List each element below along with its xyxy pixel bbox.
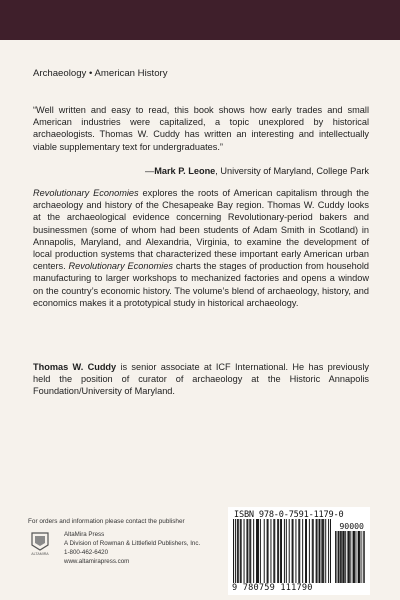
publisher-website: www.altamirapress.com — [64, 558, 130, 566]
barcode-bar — [257, 519, 258, 583]
author-bio-text: is senior associate at ICF International. He has previously held the position of curator of archaeology at the Historic Annapolis Foundation/University of Maryland. — [33, 362, 369, 397]
barcode-bar — [298, 519, 299, 583]
barcode-bar — [355, 531, 356, 583]
barcode-bar — [325, 519, 326, 583]
barcode-bar — [256, 519, 257, 583]
author-bio — [33, 361, 369, 398]
barcode-bar — [260, 519, 261, 583]
author-name: Thomas W. Cuddy — [33, 362, 117, 372]
description-part-2: charts the stages of production from household manufacturing to larger workshops to mechanized factories and opens a window on the country’s economic history. The volume’s blend of archaeology, history, and economics makes it a prototypical study in historical archaeology. — [33, 261, 370, 308]
attribution-dash: — — [145, 166, 155, 176]
barcode-bar — [293, 519, 294, 583]
barcode-bar — [238, 519, 239, 583]
barcode-bar — [270, 519, 271, 583]
barcode-bar — [253, 519, 254, 583]
barcode-bar — [292, 519, 293, 583]
endorsement-quote: “Well written and easy to read, this book shows how early trades and small American industries were capitalized, a topic unexplored by historical archaeologists. Thomas W. Cuddy has written an interesting and intellectually viable supplementary text for undergraduates.” — [33, 105, 369, 152]
description-part-1: explores the roots of American capitalism through the archaeology and history of the Chesapeake Bay region. Thomas W. Cuddy looks at the archaeological evidence concerning Revolutionary-period bakers and businessmen (some of whom had been students of Adam Smith in Scotland) in Annapolis, Maryland, and Alexandria, Virginia, to examine the development of local production systems that characterized these important early American urban centers. — [33, 188, 369, 272]
barcode-bar — [321, 519, 322, 583]
price-addon-number: 90000 — [339, 521, 364, 531]
barcode-bar — [244, 519, 245, 583]
subject-categories: Archaeology • American History — [33, 68, 168, 79]
barcode-bar — [277, 519, 278, 583]
barcode-bar — [268, 519, 269, 583]
barcode-bar — [323, 519, 324, 583]
barcode-bar — [267, 519, 268, 583]
barcode-bar — [233, 519, 234, 583]
barcode-bar — [249, 519, 250, 583]
orders-intro: For orders and information please contact the publisher — [28, 518, 185, 525]
barcode-bar — [278, 519, 279, 583]
endorsement-attribution — [33, 165, 369, 177]
barcode-bar — [247, 519, 248, 583]
barcode-bar — [309, 519, 310, 583]
barcode-bar — [350, 531, 351, 583]
barcode-bar — [295, 519, 296, 583]
barcode-bar — [250, 519, 251, 583]
barcode-bar — [335, 531, 336, 583]
barcode-bar — [258, 519, 259, 583]
barcode-bar — [364, 531, 365, 583]
endorser-affiliation: , University of Maryland, College Park — [215, 166, 369, 176]
barcode-bar — [284, 519, 285, 583]
ean-barcode — [233, 519, 331, 583]
barcode-bar — [286, 519, 287, 583]
publisher-contact — [64, 530, 200, 566]
barcode-bar — [264, 519, 265, 583]
publisher-division: A Division of Rowman & Littlefield Publishers, Inc. — [64, 540, 201, 548]
barcode-bar — [274, 519, 275, 583]
barcode-bar — [237, 519, 238, 583]
barcode-bar — [344, 531, 345, 583]
barcode-bar — [235, 519, 236, 583]
barcode-bar — [281, 519, 282, 583]
barcode-bar — [328, 519, 329, 583]
barcode-bar — [246, 519, 247, 583]
barcode-bar — [345, 531, 346, 583]
barcode-bar — [317, 519, 318, 583]
barcode-bar — [312, 519, 313, 583]
isbn-barcode-box — [228, 507, 370, 595]
barcode-bar — [319, 519, 320, 583]
barcode-bar — [319, 519, 320, 583]
barcode-bar — [313, 519, 314, 583]
barcode-bar — [240, 519, 241, 583]
book-title-italic-2: Revolutionary Economies — [68, 261, 173, 272]
altamira-logo — [29, 531, 51, 559]
barcode-bar — [354, 531, 355, 583]
publisher-phone: 1-800-462-6420 — [64, 549, 109, 557]
barcode-bar — [341, 531, 342, 583]
barcode-bar — [349, 531, 350, 583]
barcode-bar — [273, 519, 274, 583]
barcode-bar — [336, 531, 337, 583]
barcode-bar — [363, 531, 364, 583]
barcode-bar — [289, 519, 290, 583]
barcode-bar — [330, 519, 331, 583]
ean-digits: 9 780759 111790 — [232, 583, 313, 593]
endorser-name: Mark P. Leone — [154, 166, 216, 176]
book-title-italic-1: Revolutionary Economies — [33, 188, 139, 198]
book-description — [33, 187, 369, 309]
logo-wordmark: ALTAMIRA — [31, 552, 49, 556]
barcode-bar — [280, 519, 281, 583]
barcode-bar — [339, 531, 340, 583]
barcode-bar — [305, 519, 306, 583]
barcode-bar — [322, 519, 323, 583]
barcode-bar — [359, 531, 360, 583]
top-color-band — [0, 0, 400, 40]
barcode-bar — [299, 519, 300, 583]
addon-barcode — [335, 531, 365, 583]
barcode-bar — [306, 519, 307, 583]
barcode-bar — [361, 531, 362, 583]
isbn-number: ISBN 978-0-7591-1179-0 — [234, 510, 344, 520]
barcode-bar — [241, 519, 242, 583]
publisher-name: AltaMira Press — [64, 531, 105, 538]
barcode-bar — [302, 519, 303, 583]
barcode-bar — [316, 519, 317, 583]
